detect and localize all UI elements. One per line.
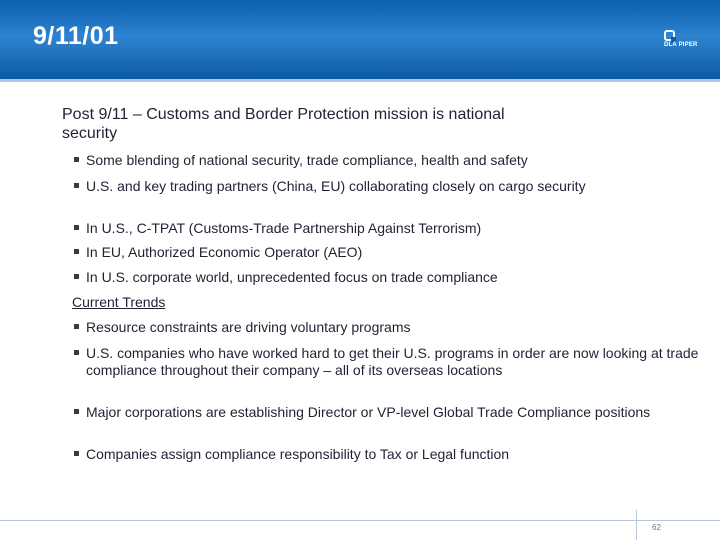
bullet-text: U.S. companies who have worked hard to get their U.S. programs in order are now looking at trade compliance throughout their company – all of its overseas locations <box>86 345 699 378</box>
square-bullet-icon <box>74 183 79 188</box>
bullet-text: Some blending of national security, trade compliance, health and safety <box>86 152 528 168</box>
bullet-text: U.S. and key trading partners (China, EU) collaborating closely on cargo security <box>86 178 586 194</box>
main-heading: Post 9/11 – Customs and Border Protection mission is national security <box>62 106 505 142</box>
square-bullet-icon <box>74 350 79 355</box>
bullet-item <box>74 404 706 421</box>
section-title: Current Trends <box>72 294 166 310</box>
square-bullet-icon <box>74 409 79 414</box>
bullet-text: In U.S., C-TPAT (Customs-Trade Partnership Against Terrorism) <box>86 220 482 236</box>
logo-text: DLA PIPER <box>664 42 698 48</box>
bullet-text: Resource constraints are driving voluntary programs <box>86 319 411 335</box>
bullet-text: In U.S. corporate world, unprecedented focus on trade compliance <box>86 269 498 285</box>
slide-title: 9/11/01 <box>33 22 119 50</box>
square-bullet-icon <box>74 157 79 162</box>
bullet-text: In EU, Authorized Economic Operator (AEO) <box>86 244 363 260</box>
square-bullet-icon <box>74 451 79 456</box>
footer-divider <box>0 520 720 521</box>
square-bullet-icon <box>74 324 79 329</box>
square-bullet-icon <box>74 225 79 230</box>
bullet-text: Major corporations are establishing Director or VP-level Global Trade Compliance positions <box>86 404 651 420</box>
square-bullet-icon <box>74 249 79 254</box>
bullet-item <box>74 269 706 286</box>
square-bullet-icon <box>74 274 79 279</box>
bullet-item <box>74 446 706 463</box>
bullet-item <box>74 152 706 169</box>
bullet-item <box>74 244 706 261</box>
page-number: 62 <box>652 523 661 532</box>
page-number-divider <box>636 510 637 540</box>
bullet-item <box>74 319 706 336</box>
bullet-item <box>74 345 706 379</box>
bullet-item <box>74 220 706 237</box>
bullet-item <box>74 178 706 195</box>
bullet-text: Companies assign compliance responsibility to Tax or Legal function <box>86 446 510 462</box>
